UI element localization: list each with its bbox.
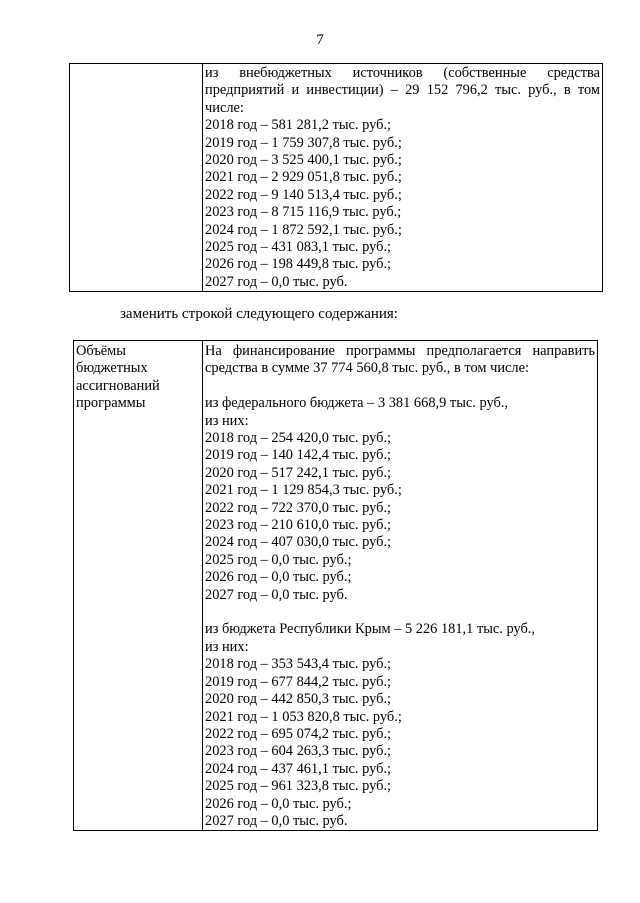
- intro-line: числе:: [205, 99, 244, 116]
- year-line: 2026 год – 198 449,8 тыс. руб.;: [205, 256, 392, 273]
- year-line: 2023 год – 210 610,0 тыс. руб.;: [205, 517, 392, 534]
- year-line: 2018 год – 581 281,2 тыс. руб.;: [205, 117, 392, 134]
- funding-table-old: [69, 63, 603, 292]
- table-row: [70, 64, 603, 292]
- year-line: 2018 год – 353 543,4 тыс. руб.;: [205, 656, 392, 673]
- crimea-sub: из них:: [205, 638, 249, 655]
- year-line: 2023 год – 8 715 116,9 тыс. руб.;: [205, 204, 402, 221]
- year-line: 2026 год – 0,0 тыс. руб.;: [205, 569, 352, 586]
- spacer: [205, 378, 595, 395]
- federal-sub: из них:: [205, 412, 249, 429]
- year-line: 2020 год – 517 242,1 тыс. руб.;: [205, 464, 392, 481]
- spacer: [205, 604, 595, 621]
- year-line: 2022 год – 695 074,2 тыс. руб.;: [205, 725, 392, 742]
- year-line: 2027 год – 0,0 тыс. руб.: [205, 273, 348, 290]
- year-line: 2024 год – 407 030,0 тыс. руб.;: [205, 534, 392, 551]
- year-line: 2021 год – 1 053 820,8 тыс. руб.;: [205, 708, 402, 725]
- year-line: 2024 год – 437 461,1 тыс. руб.;: [205, 760, 392, 777]
- content-cell: [203, 341, 598, 831]
- year-line: 2027 год – 0,0 тыс. руб.: [205, 586, 348, 603]
- label-cell: [74, 341, 203, 831]
- year-line: 2025 год – 431 083,1 тыс. руб.;: [205, 239, 392, 256]
- replace-instruction: заменить строкой следующего содержания:: [120, 306, 398, 322]
- year-line: 2021 год – 2 929 051,8 тыс. руб.;: [205, 169, 402, 186]
- intro-line: предприятий и инвестиции) – 29 152 796,2 тыс. руб., в том: [205, 82, 600, 99]
- year-line: 2026 год – 0,0 тыс. руб.;: [205, 795, 352, 812]
- year-line: 2024 год – 1 872 592,1 тыс. руб.;: [205, 221, 402, 238]
- label-line: программы: [76, 395, 146, 412]
- year-line: 2020 год – 442 850,3 тыс. руб.;: [205, 691, 392, 708]
- crimea-heading: из бюджета Республики Крым – 5 226 181,1 тыс. руб.,: [205, 621, 536, 638]
- year-line: 2021 год – 1 129 854,3 тыс. руб.;: [205, 482, 402, 499]
- year-line: 2023 год – 604 263,3 тыс. руб.;: [205, 743, 392, 760]
- federal-heading: из федерального бюджета – 3 381 668,9 тыс. руб.,: [205, 395, 508, 412]
- year-line: 2025 год – 0,0 тыс. руб.;: [205, 551, 352, 568]
- label-line: ассигнований: [76, 377, 160, 394]
- intro-line: из внебюджетных источников (собственные средства: [205, 65, 600, 81]
- page-number: 7: [316, 32, 324, 48]
- table-row: [74, 341, 598, 831]
- funding-table-new: [73, 340, 598, 831]
- year-line: 2022 год – 9 140 513,4 тыс. руб.;: [205, 186, 402, 203]
- label-line: Объёмы: [76, 343, 126, 359]
- content-cell: [203, 64, 603, 292]
- year-line: 2019 год – 677 844,2 тыс. руб.;: [205, 673, 392, 690]
- label-cell: [70, 64, 203, 292]
- year-line: 2019 год – 140 142,4 тыс. руб.;: [205, 447, 392, 464]
- year-line: 2019 год – 1 759 307,8 тыс. руб.;: [205, 134, 402, 151]
- year-line: 2027 год – 0,0 тыс. руб.: [205, 812, 348, 829]
- year-line: 2025 год – 961 323,8 тыс. руб.;: [205, 778, 392, 795]
- year-line: 2022 год – 722 370,0 тыс. руб.;: [205, 499, 392, 516]
- intro-line: На финансирование программы предполагается направить: [205, 343, 595, 359]
- year-line: 2018 год – 254 420,0 тыс. руб.;: [205, 430, 392, 447]
- year-line: 2020 год – 3 525 400,1 тыс. руб.;: [205, 152, 402, 169]
- label-line: бюджетных: [76, 360, 148, 377]
- intro-line: средства в сумме 37 774 560,8 тыс. руб., в том числе:: [205, 360, 529, 377]
